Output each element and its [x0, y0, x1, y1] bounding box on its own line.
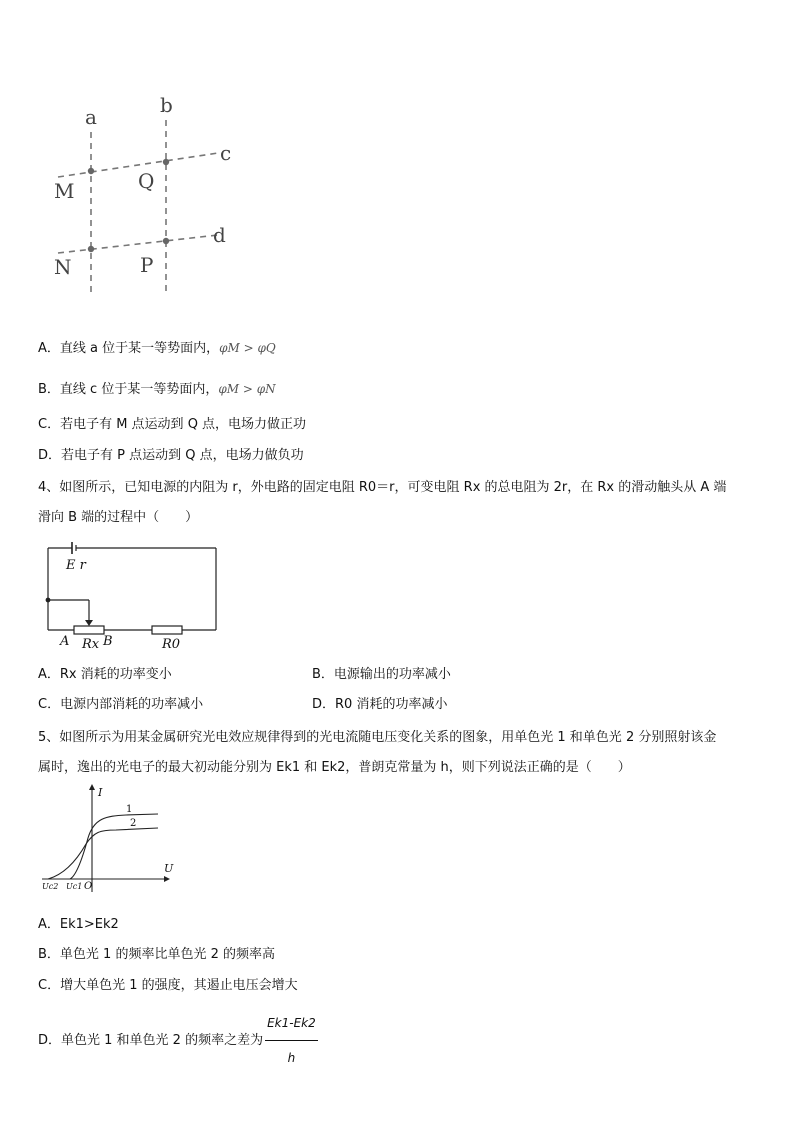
slider-arrow-icon — [85, 620, 93, 626]
label-Uc2: Uc2 — [42, 882, 59, 891]
q5-option-c: C．增大单色光 1 的强度，其遏止电压会增大 — [38, 978, 298, 993]
label-curve-1: 1 — [126, 804, 133, 815]
q3-option-b-math: φM > φN — [218, 382, 276, 396]
q5-option-b: B．单色光 1 的频率比单色光 2 的频率高 — [38, 947, 275, 962]
q4-option-a: A．Rx 消耗的功率变小 — [38, 667, 172, 682]
label-a: a — [85, 105, 97, 129]
label-I: I — [98, 786, 103, 799]
point-N — [88, 246, 94, 252]
line-d — [58, 235, 218, 253]
q5-option-a: A．Ek1>Ek2 — [38, 917, 119, 932]
label-N: N — [54, 255, 72, 279]
q5-option-d: D．单色光 1 和单色光 2 的频率之差为 $\frac{Ek1-Ek2}{h}$ — [38, 1006, 318, 1075]
q5-stem-line1: 5、如图所示为用某金属研究光电效应规律得到的光电流随电压变化关系的图象，用单色光 1 和单色光 2 分别照射该金 — [38, 730, 717, 745]
label-M: M — [54, 179, 75, 203]
photoelectric-graph — [36, 782, 186, 894]
battery-label: E r — [66, 558, 86, 573]
q3-option-c: C．若电子有 M 点运动到 Q 点，电场力做正功 — [38, 417, 307, 432]
point-M — [88, 168, 94, 174]
rx-resistor — [74, 626, 104, 634]
circuit-diagram — [36, 538, 226, 656]
label-c: c — [220, 141, 232, 165]
equipotential-figure — [40, 90, 260, 305]
r0-resistor — [152, 626, 182, 634]
q4-option-b: B．电源输出的功率减小 — [312, 667, 451, 682]
label-A: A — [60, 634, 70, 649]
q4-option-d: D．R0 消耗的功率减小 — [312, 697, 448, 712]
q4-option-c: C．电源内部消耗的功率减小 — [38, 697, 204, 712]
q3-option-b: B．直线 c 位于某一等势面内，φM > φN — [38, 382, 276, 397]
label-d: d — [213, 223, 226, 247]
label-Rx: Rx — [82, 637, 100, 652]
i-axis-arrow-icon — [89, 784, 95, 790]
frequency-difference-fraction: $\frac{Ek1-Ek2}{h}$ — [265, 1006, 318, 1075]
point-Q — [163, 159, 169, 165]
u-axis-arrow-icon — [164, 876, 170, 882]
curve-1 — [70, 814, 158, 879]
label-P: P — [140, 253, 154, 277]
junction-dot — [46, 598, 51, 603]
label-B: B — [103, 634, 113, 649]
q3-option-d: D．若电子有 P 点运动到 Q 点，电场力做负功 — [38, 448, 304, 463]
label-R0: R0 — [162, 637, 181, 652]
q4-stem-line1: 4、如图所示，已知电源的内阻为 r，外电路的固定电阻 R0＝r，可变电阻 Rx 的总电阻为 2r，在 Rx 的滑动触头从 A 端 — [38, 480, 727, 495]
q4-stem-line2: 滑向 B 端的过程中（ ） — [38, 510, 199, 525]
label-U: U — [164, 862, 174, 875]
q5-stem-line2: 属时，逸出的光电子的最大初动能分别为 Ek1 和 Ek2，普朗克常量为 h，则下列说法正确的是（ ） — [38, 760, 631, 775]
label-Uc1: Uc1 — [66, 882, 83, 891]
q3-option-a: A．直线 a 位于某一等势面内，φM > φQ — [38, 341, 276, 356]
label-curve-2: 2 — [130, 818, 137, 829]
label-b: b — [160, 93, 173, 117]
point-P — [163, 238, 169, 244]
label-O: O — [84, 881, 93, 892]
q3-option-a-math: φM > φQ — [219, 341, 276, 355]
label-Q: Q — [138, 169, 155, 193]
curve-2 — [48, 828, 158, 879]
